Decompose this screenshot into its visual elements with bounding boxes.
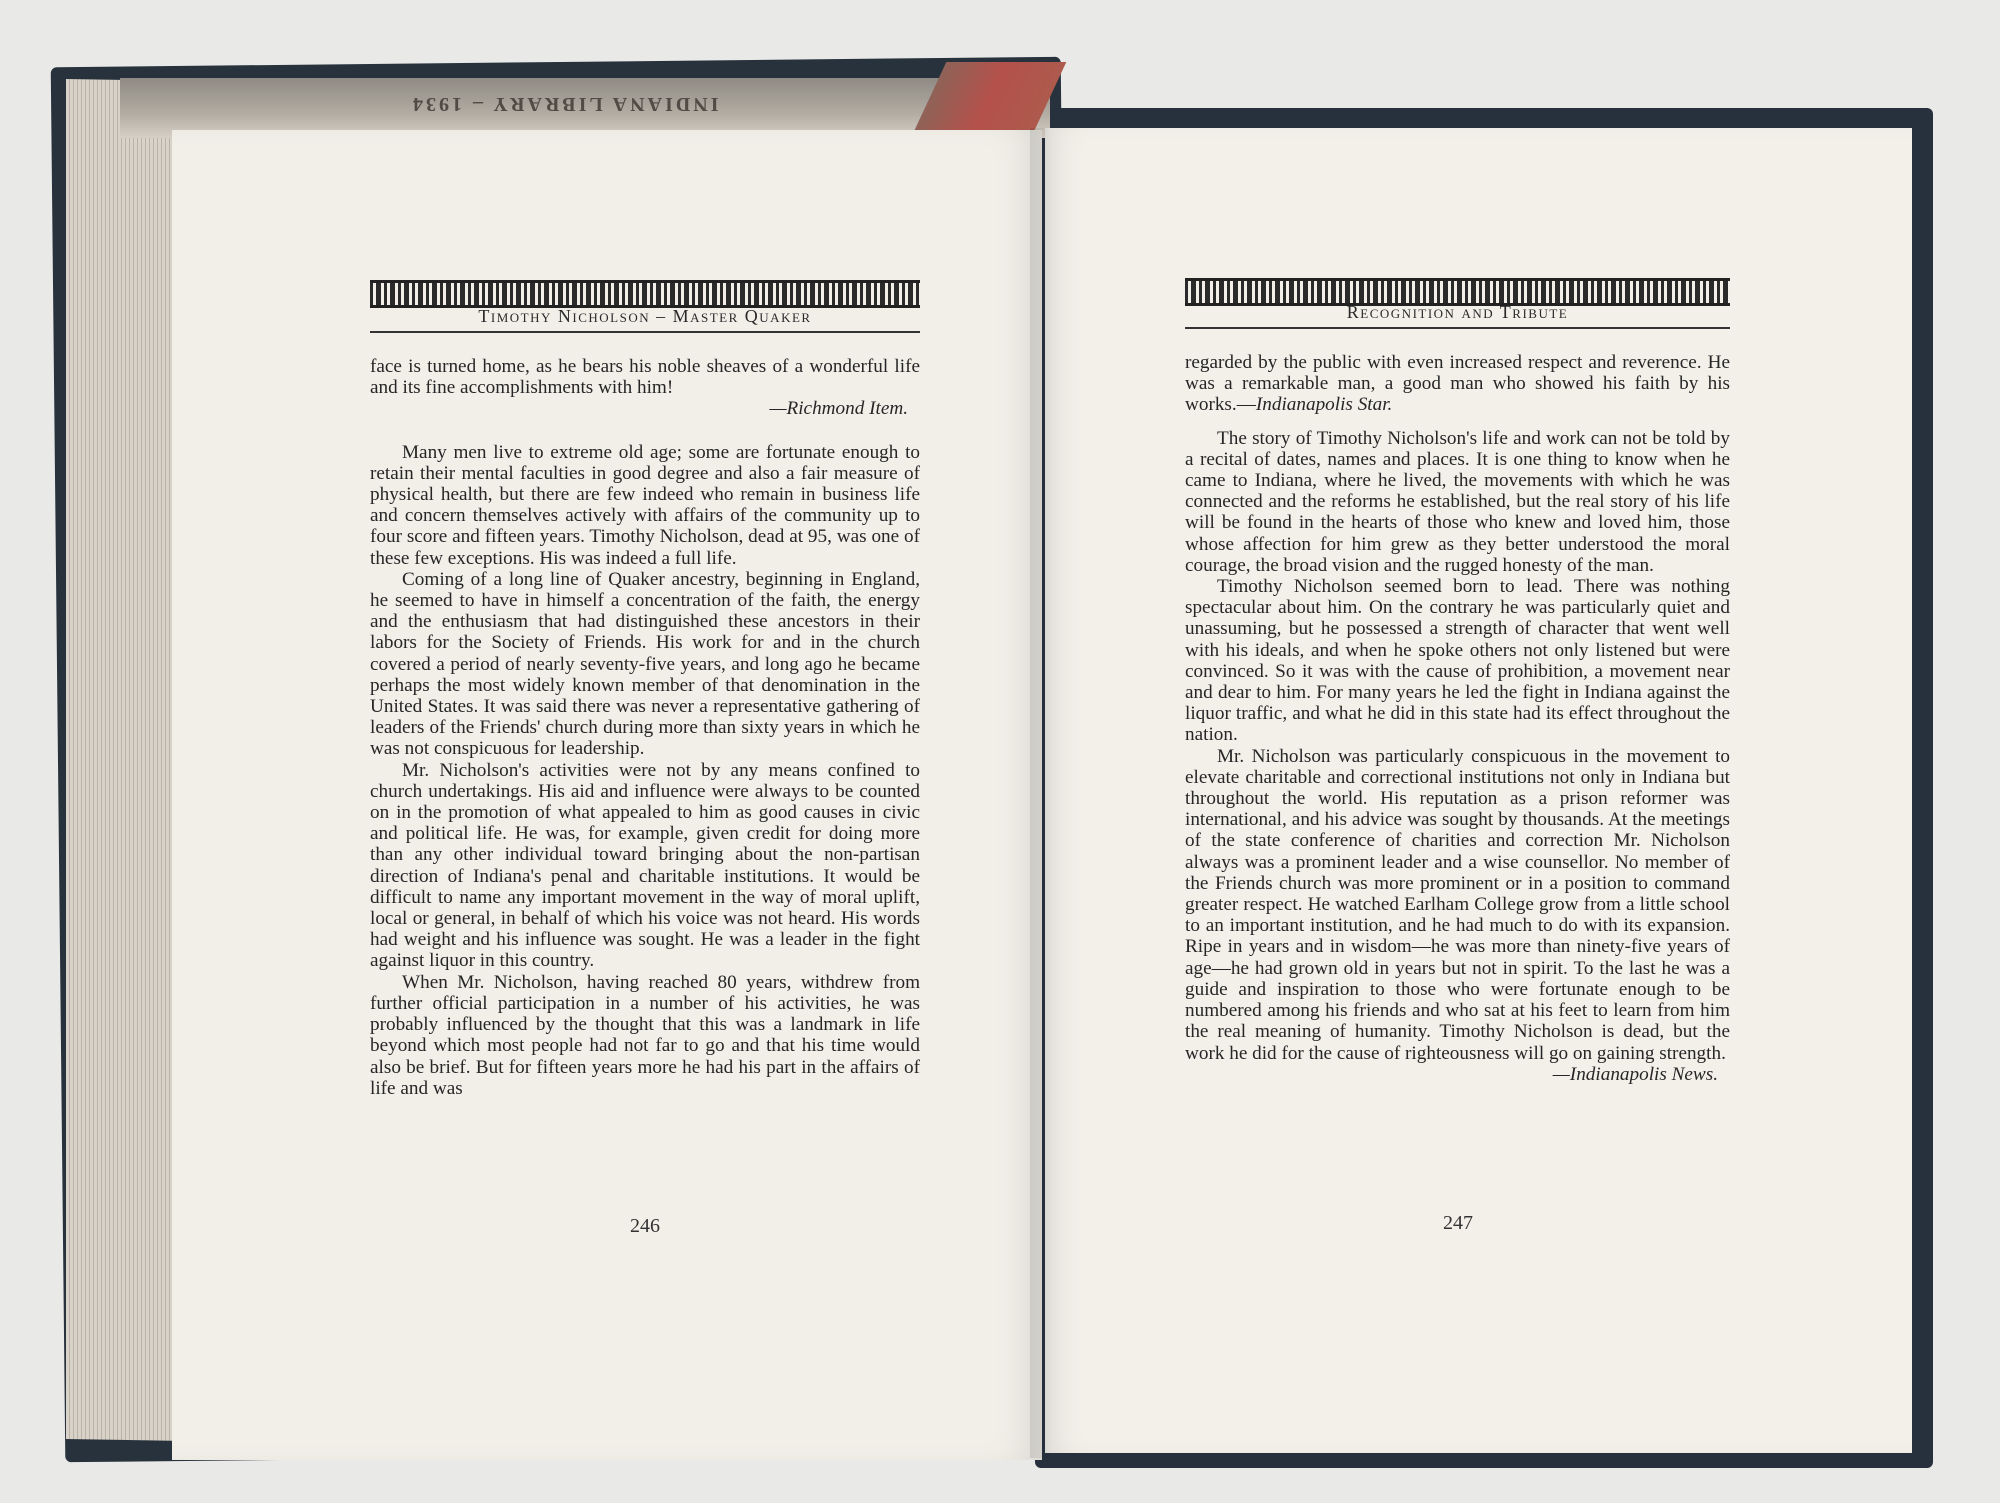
source-attribution: Indianapolis Star. [1255, 394, 1393, 416]
paragraph-text: regarded by the public with even increased respect and reverence. He was a remarkable man, a good man who showed his faith by his works.— [1185, 352, 1730, 416]
paragraph: Mr. Nicholson was particularly conspicuous in the movement to elevate charitable and correctional institutions not only in Indiana but throughout the world. His reputation as a prison reformer was international, and his advice was sought by thousands. At the meetings of the state conference of charities and correction Mr. Nicholson always was a prominent leader and a wise counsellor. No member of the Friends church was more prominent or in a position to command greater respect. He watched Earlham College grow from a little school to an important institution, and he had much to do with its expansion. Ripe in years and in wisdom—he was more than ninety-five years of age—he had grown old in years but not in spirit. To the last he was a guide and inspiration to those who were fortunate enough to be numbered among his friends and who sat at his feet to learn from him the real meaning of humanity. Timothy Nicholson is dead, but the work he did for the cause of righteousness will go on gaining strength. [1185, 745, 1730, 1064]
paragraph: The story of Timothy Nicholson's life and work can not be told by a recital of dates, names and places. It is one thing to know when he came to Indiana, where he lived, the movements with which he was connected and the reforms he established, but the real story of his life will be found in the hearts of those who knew and loved him, those whose affection for him grew as they better understood the moral courage, the broad vision and the rugged honesty of the man. [1185, 427, 1730, 576]
source-attribution: —Indianapolis News. [1552, 1063, 1718, 1085]
top-edge-text: INDIANA LIBRARY – 1934 [410, 93, 719, 115]
paragraph: Many men live to extreme old age; some are fortunate enough to retain their mental faculties in good degree and also a fair measure of physical health, but there are few indeed who remain in business life and concern themselves actively with affairs of the community up to four score and fifteen years. Timothy Nicholson, dead at 95, was one of these few exceptions. His was indeed a full life. [370, 441, 920, 569]
book-gutter [1030, 128, 1052, 1458]
ornament-band-left [370, 280, 920, 308]
running-head-right: Recognition and Tribute [1185, 302, 1730, 329]
paragraph [1185, 352, 1730, 416]
page-number-left: 246 [630, 1215, 660, 1237]
running-head-left: Timothy Nicholson – Master Quaker [370, 306, 920, 333]
page-number-right: 247 [1443, 1212, 1473, 1234]
paragraph: Mr. Nicholson's activities were not by any means confined to church undertakings. His aid and influence were always to be counted on in the promotion of what appealed to him as good causes in civic and political life. He was, for example, given credit for doing more than any other individual toward bringing about the non-partisan direction of Indiana's penal and charitable institutions. It would be difficult to name any important movement in the way of moral uplift, local or general, in behalf of which his voice was not heard. His words had weight and his influence was sought. He was a leader in the fight against liquor in this country. [370, 759, 920, 972]
source-attribution: —Richmond Item. [769, 398, 908, 420]
page-edge-stack [66, 79, 186, 1441]
paragraph: Timothy Nicholson seemed born to lead. There was nothing spectacular about him. On the contrary he was particularly quiet and unassuming, but he possessed a strength of character that went well with his ideals, and when he spoke others not only listened but were convinced. So it was with the cause of prohibition, a movement near and dear to him. For many years he led the fight in Indiana against the liquor traffic, and what he did in this state had its effect throughout the nation. [1185, 576, 1730, 746]
left-text-column [370, 356, 920, 1099]
paragraph: When Mr. Nicholson, having reached 80 years, withdrew from further official participation in a number of his activities, he was probably influenced by the thought that this was a landmark in life beyond which most people had not far to go and that his time would also be brief. But for fifteen years more he had his part in the affairs of life and was [370, 971, 920, 1099]
paragraph: Coming of a long line of Quaker ancestry, beginning in England, he seemed to have in himself a concentration of the faith, the energy and the enthusiasm that had distinguished these ancestors in their labors for the Society of Friends. His work for and in the church covered a period of nearly seventy-five years, and long ago he became perhaps the most widely known member of that denomination in the United States. It was said there was never a representative gathering of leaders of the Friends' church during more than sixty years in which he was not conspicuous for leadership. [370, 568, 920, 760]
paragraph: face is turned home, as he bears his noble sheaves of a wonderful life and its fine accomplishments with him! [370, 356, 920, 399]
right-text-column [1185, 352, 1730, 1085]
